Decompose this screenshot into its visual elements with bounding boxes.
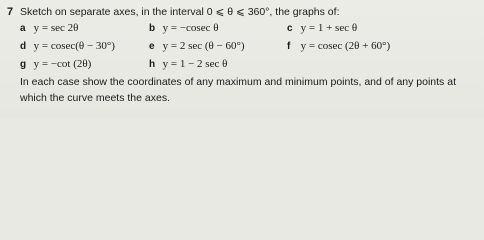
part-c [287,22,357,34]
part-label: e [149,41,155,52]
part-b [149,22,218,34]
part-label: g [20,59,27,70]
instruction-line-2: which the curve meets the axes. [20,92,170,104]
part-equation: y = −cot (2θ) [33,58,92,70]
part-equation: y = sec 2θ [33,22,79,34]
textbook-page [0,0,484,117]
part-label: d [20,41,27,52]
part-label: a [20,23,26,34]
question-stem: Sketch on separate axes, in the interval 0 ⩽ θ ⩽ 360°, the graphs of: [20,6,340,18]
part-label: h [149,59,156,70]
instruction-line-1: In each case show the coordinates of any maximum and minimum points, and of any points at [20,76,456,88]
part-label: b [149,23,156,34]
part-label: c [287,23,293,34]
question-number: 7 [7,6,14,18]
part-label: f [287,41,291,52]
part-e [149,40,245,52]
part-equation: y = cosec (2θ + 60°) [300,40,391,52]
part-a [20,22,78,34]
part-equation: y = 1 − 2 sec θ [162,58,228,70]
part-g [20,58,91,70]
part-f [287,40,390,52]
part-equation: y = 1 + sec θ [300,22,358,34]
part-equation: y = −cosec θ [162,22,219,34]
part-equation: y = cosec(θ − 30°) [33,40,115,52]
part-d [20,40,115,52]
part-equation: y = 2 sec (θ − 60°) [162,40,245,52]
part-h [149,58,227,70]
